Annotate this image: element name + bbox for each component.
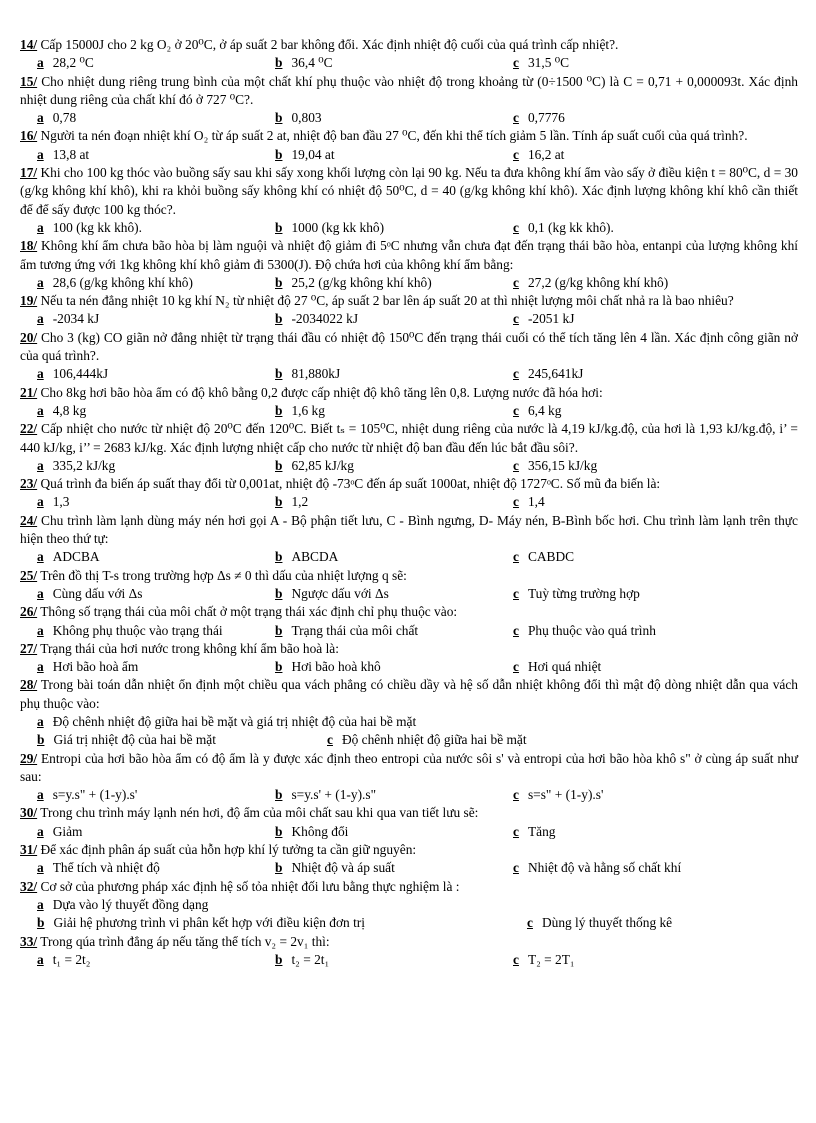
option-text: 6,4 kg — [527, 402, 562, 418]
answer-option[interactable] — [37, 54, 275, 72]
option-text: Hơi bão hoà ẩm — [52, 659, 139, 675]
option-letter: a — [37, 457, 44, 473]
answer-option[interactable] — [513, 457, 798, 475]
answer-option[interactable] — [37, 896, 527, 914]
option-text: Hơi quá nhiệt — [527, 659, 602, 675]
answer-option[interactable] — [327, 731, 798, 749]
answer-option[interactable] — [37, 146, 275, 164]
question-block — [20, 127, 798, 164]
option-letter: a — [37, 274, 44, 290]
question-stem: Trong bài toán dẫn nhiệt ổn định một chiều qua vách phẳng có chiều dầy và hệ số dẫn nhiệt không đổi thì mật độ dòng nhiệt dẫn qua vách phụ thuộc vào: — [20, 677, 798, 711]
option-letter: c — [513, 659, 519, 675]
answer-options — [37, 622, 798, 640]
option-letter: a — [37, 823, 44, 839]
answer-option[interactable] — [37, 823, 275, 841]
option-letter: a — [37, 659, 44, 675]
option-letter: c — [513, 951, 519, 967]
option-text: 335,2 kJ/kg — [52, 457, 116, 473]
option-text: Tuỳ từng trường hợp — [527, 585, 640, 601]
option-letter: c — [513, 494, 519, 510]
answer-option[interactable] — [513, 219, 798, 237]
question-block — [20, 329, 798, 384]
answer-option[interactable] — [513, 786, 798, 804]
question-block — [20, 640, 798, 677]
question-page — [20, 36, 798, 969]
option-letter: b — [275, 585, 283, 601]
question-stem: Cho 8kg hơi bão hòa ẩm có độ khô bằng 0,2 được cấp nhiệt độ khô tăng lên 0,8. Lượng nước đã hóa hơi: — [37, 384, 603, 400]
option-text: Nhiệt độ và áp suất — [291, 860, 395, 876]
answer-option[interactable] — [527, 914, 798, 932]
option-text: 81,880kJ — [291, 366, 341, 382]
option-letter: b — [275, 494, 283, 510]
option-text: 4,8 kg — [52, 402, 87, 418]
answer-option[interactable] — [275, 109, 513, 127]
answer-option[interactable] — [513, 951, 798, 969]
option-letter: a — [37, 110, 44, 126]
answer-options — [37, 457, 798, 475]
option-letter: b — [275, 860, 283, 876]
answer-option[interactable] — [37, 859, 275, 877]
option-letter: c — [513, 219, 519, 235]
answer-options — [37, 310, 798, 328]
option-text: -2051 kJ — [527, 311, 575, 327]
answer-options — [37, 951, 798, 969]
option-text: Giải hệ phương trình vi phân kết hợp với điều kiện đơn trị — [53, 915, 365, 931]
question-text — [20, 512, 798, 549]
question-block — [20, 750, 798, 805]
option-letter: b — [275, 55, 283, 71]
option-text: Hơi bão hoà khô — [291, 659, 381, 675]
question-number: 14/ — [20, 37, 38, 52]
option-letter: b — [275, 110, 283, 126]
option-letter: a — [37, 549, 44, 565]
answer-option[interactable] — [37, 109, 275, 127]
option-letter: c — [513, 311, 519, 327]
question-number: 15/ — [20, 73, 38, 89]
option-letter: b — [275, 146, 283, 162]
answer-option[interactable] — [37, 951, 275, 969]
answer-option[interactable] — [275, 493, 513, 511]
answer-option[interactable] — [513, 658, 798, 676]
answer-option[interactable] — [37, 622, 275, 640]
option-text: s=s" + (1-y).s' — [527, 787, 604, 803]
question-block — [20, 933, 798, 970]
option-letter: a — [37, 146, 44, 162]
answer-option[interactable] — [513, 402, 798, 420]
answer-options — [37, 658, 798, 676]
option-letter: b — [37, 732, 45, 748]
question-number: 16/ — [20, 128, 38, 144]
answer-options — [37, 365, 798, 383]
question-stem: Để xác định phân áp suất của hỗn hợp khí lý tưởng ta cần giữ nguyên: — [37, 842, 417, 858]
answer-option[interactable] — [513, 54, 798, 72]
option-text: 28,6 (g/kg không khí khô) — [52, 274, 193, 290]
question-text — [20, 329, 798, 366]
question-stem: Cơ sở của phương pháp xác định hệ số tỏa nhiệt đối lưu bằng thực nghiệm là : — [37, 878, 460, 894]
option-text: t₂ = 2t₁ — [291, 951, 330, 967]
option-text: s=y.s" + (1-y).s' — [52, 787, 138, 803]
answer-option[interactable] — [37, 493, 275, 511]
option-text: 1,2 — [291, 494, 309, 510]
option-text: Thể tích và nhiệt độ — [52, 860, 160, 876]
option-text: Phụ thuộc vào quá trình — [527, 622, 656, 638]
question-text — [20, 36, 798, 54]
option-text: 28,2 ⁰C — [52, 55, 94, 71]
option-text: Độ chênh nhiệt độ giữa hai bề mặt — [341, 732, 527, 748]
answer-options — [37, 219, 798, 237]
option-text: 1,6 kg — [291, 402, 325, 418]
answer-option[interactable] — [275, 622, 513, 640]
option-letter: a — [37, 860, 44, 876]
question-text — [20, 640, 798, 658]
question-block — [20, 676, 798, 749]
answer-option[interactable] — [37, 274, 275, 292]
question-block — [20, 841, 798, 878]
question-text — [20, 127, 798, 145]
question-number: 21/ — [20, 384, 38, 400]
answer-option[interactable] — [37, 548, 275, 566]
option-letter: b — [275, 311, 283, 327]
option-text: 13,8 at — [52, 146, 90, 162]
question-stem: Quá trình đa biến áp suất thay đổi từ 0,001at, nhiệt độ -73ᵒC đến áp suất 1000at, nhiệt độ 1727ᵒC. Số mũ đa biến là: — [37, 476, 661, 492]
answer-option[interactable] — [275, 548, 513, 566]
answer-option[interactable] — [513, 859, 798, 877]
option-text: 16,2 at — [527, 146, 565, 162]
option-text: 19,04 at — [291, 146, 335, 162]
option-text: 62,85 kJ/kg — [291, 457, 354, 473]
option-letter: c — [513, 860, 519, 876]
option-letter: c — [513, 402, 519, 418]
option-letter: c — [513, 366, 519, 382]
option-letter: c — [513, 622, 519, 638]
answer-option[interactable] — [37, 914, 527, 932]
answer-option[interactable] — [275, 585, 513, 603]
answer-options — [37, 896, 798, 933]
option-letter: c — [527, 915, 533, 931]
question-block — [20, 420, 798, 475]
question-number: 20/ — [20, 329, 38, 345]
answer-option[interactable] — [37, 731, 327, 749]
option-letter: b — [37, 915, 45, 931]
question-text — [20, 73, 798, 110]
option-letter: c — [513, 457, 519, 473]
question-text — [20, 567, 798, 585]
option-text: Tăng — [527, 823, 556, 839]
option-letter: b — [275, 457, 283, 473]
answer-option[interactable] — [275, 54, 513, 72]
answer-options — [37, 146, 798, 164]
answer-option[interactable] — [513, 585, 798, 603]
option-letter: b — [275, 549, 283, 565]
option-letter: b — [275, 219, 283, 235]
option-letter: b — [275, 366, 283, 382]
question-stem: Nếu ta nén đẳng nhiệt 10 kg khí N₂ từ nhiệt độ 27 ⁰C, áp suất 2 bar lên áp suất 20 at thì nhiệt lượng môi chất nhả ra là bao nhiêu? — [37, 293, 734, 309]
option-letter: b — [275, 659, 283, 675]
option-letter: b — [275, 274, 283, 290]
answer-option[interactable] — [275, 951, 513, 969]
question-number: 19/ — [20, 293, 38, 309]
option-letter: a — [37, 402, 44, 418]
question-text — [20, 676, 798, 713]
option-letter: a — [37, 585, 44, 601]
answer-options — [37, 548, 798, 566]
question-stem: Trên đồ thị T-s trong trường hợp Δs ≠ 0 thì dấu của nhiệt lượng q sẽ: — [37, 567, 407, 583]
question-number: 29/ — [20, 750, 38, 766]
option-text: Cùng dấu với Δs — [52, 585, 143, 601]
question-block — [20, 603, 798, 640]
answer-options — [37, 402, 798, 420]
answer-option[interactable] — [275, 219, 513, 237]
question-text — [20, 603, 798, 621]
option-text: 1,3 — [52, 494, 70, 510]
question-text — [20, 475, 798, 493]
question-block — [20, 384, 798, 421]
option-letter: c — [513, 274, 519, 290]
question-stem: Người ta nén đoạn nhiệt khí O₂ từ áp suất 2 at, nhiệt độ ban đầu 27 ⁰C, đến khi thể tích giảm 5 lần. Tính áp suất cuối của quá trình?. — [37, 128, 748, 144]
option-text: 31,5 ⁰C — [527, 55, 570, 71]
question-block — [20, 164, 798, 237]
answer-option[interactable] — [275, 457, 513, 475]
question-text — [20, 384, 798, 402]
option-letter: a — [37, 219, 44, 235]
option-text: Trạng thái của môi chất — [291, 622, 419, 638]
option-text: Không đổi — [291, 823, 349, 839]
option-text: 0,78 — [52, 110, 77, 126]
question-number: 18/ — [20, 238, 38, 254]
answer-option[interactable] — [37, 365, 275, 383]
answer-option[interactable] — [513, 548, 798, 566]
option-letter: c — [513, 146, 519, 162]
option-letter: a — [37, 311, 44, 327]
question-text — [20, 933, 798, 951]
option-letter: c — [327, 732, 333, 748]
question-stem: Trạng thái của hơi nước trong không khí ẩm bão hoà là: — [37, 640, 339, 656]
answer-option[interactable] — [275, 310, 513, 328]
question-number: 17/ — [20, 165, 38, 181]
answer-option[interactable] — [37, 310, 275, 328]
option-letter: a — [37, 55, 44, 71]
option-letter: c — [513, 585, 519, 601]
question-text — [20, 164, 798, 219]
question-number: 28/ — [20, 677, 38, 693]
answer-option[interactable] — [513, 146, 798, 164]
answer-options — [37, 54, 798, 72]
option-text: Nhiệt độ và hằng số chất khí — [527, 860, 682, 876]
question-stem: Trong qúa trình đẳng áp nếu tăng thể tích v₂ = 2v₁ thì: — [37, 933, 330, 949]
option-text: Độ chênh nhiệt độ giữa hai bề mặt và giá trị nhiệt độ của hai bề mặt — [52, 713, 417, 729]
answer-option[interactable] — [513, 823, 798, 841]
option-text: 25,2 (g/kg không khí khô) — [291, 274, 432, 290]
answer-options — [37, 713, 798, 750]
option-text: -2034022 kJ — [291, 311, 359, 327]
option-letter: a — [37, 951, 44, 967]
option-text: Dùng lý thuyết thống kê — [541, 915, 673, 931]
option-text: Dựa vào lý thuyết đồng dạng — [52, 896, 209, 912]
option-text: Giảm — [52, 823, 83, 839]
answer-option[interactable] — [513, 365, 798, 383]
answer-option[interactable] — [275, 365, 513, 383]
question-block — [20, 475, 798, 512]
option-text: ABCDA — [291, 549, 339, 565]
option-letter: c — [513, 549, 519, 565]
option-text: CABDC — [527, 549, 575, 565]
option-text: ADCBA — [52, 549, 100, 565]
question-text — [20, 841, 798, 859]
answer-option[interactable] — [275, 146, 513, 164]
answer-option[interactable] — [275, 274, 513, 292]
question-stem: Khi cho 100 kg thóc vào buồng sấy sau khi sấy xong khối lượng còn lại 90 kg. Nếu ta đưa không khí ẩm vào sấy ở điều kiện t = 80⁰C, d = 30 (g/kg không khí khô), khi ra khỏi buồng sấy không khí có nhiệt độ 50⁰C, d = 40 (g/kg không khí khô). Xác định lượng không khí khô cần thiết để để sấy được 100 kg thóc?. — [20, 165, 798, 217]
question-stem: Cấp nhiệt cho nước từ nhiệt độ 20⁰C đến 120⁰C. Biết tₛ = 105⁰C, nhiệt dung riêng của nước là 4,19 kJ/kg.độ, của hơi là 1,93 kJ/kg.độ, i’ = 440 kJ/kg, i’’ = 2683 kJ/kg. Xác định lượng nhiệt cấp cho nước từ nhiệt độ ban đầu đến lúc bắt đầu sôi?. — [20, 421, 798, 455]
option-text: 106,444kJ — [52, 366, 109, 382]
option-letter: b — [275, 402, 283, 418]
answer-options — [37, 274, 798, 292]
answer-option[interactable] — [513, 493, 798, 511]
option-text: 27,2 (g/kg không khí khô) — [527, 274, 669, 290]
option-text: T₂ = 2T₁ — [527, 951, 575, 967]
option-letter: c — [513, 55, 519, 71]
option-text: Ngược dấu với Δs — [291, 585, 389, 601]
question-text — [20, 237, 798, 274]
question-text — [20, 292, 798, 310]
question-stem: Cho nhiệt dung riêng trung bình của một chất khí phụ thuộc vào nhiệt độ trong khoảng từ (0÷1500 ⁰C) là C = 0,71 + 0,000093t. Xác định nhiệt dung riêng của chất khí đó ở 727 ⁰C?. — [20, 73, 798, 107]
question-stem: Cho 3 (kg) CO giãn nở đẳng nhiệt từ trạng thái đầu có nhiệt độ 150⁰C đến trạng thái cuối có thể tích tăng lên 4 lần. Xác định công giãn nở của quá trình?. — [20, 329, 798, 364]
answer-option[interactable] — [275, 402, 513, 420]
question-stem: Cấp 15000J cho 2 kg O₂ ở 20⁰C, ở áp suất 2 bar không đổi. Xác định nhiệt độ cuối của quá trình cấp nhiệt?. — [37, 37, 619, 52]
option-text: 0,7776 — [527, 110, 565, 126]
answer-option[interactable] — [513, 622, 798, 640]
option-text: 36,4 ⁰C — [291, 55, 333, 71]
option-text: Giá trị nhiệt độ của hai bề mặt — [53, 732, 216, 748]
question-number: 22/ — [20, 421, 38, 437]
option-letter: b — [275, 787, 283, 803]
question-number: 24/ — [20, 512, 38, 528]
option-text: 245,641kJ — [527, 366, 584, 382]
option-text: 356,15 kJ/kg — [527, 457, 598, 473]
question-text — [20, 750, 798, 787]
answer-options — [37, 859, 798, 877]
option-letter: c — [513, 110, 519, 126]
option-letter: a — [37, 366, 44, 382]
answer-option[interactable] — [513, 274, 798, 292]
question-block — [20, 237, 798, 292]
answer-option[interactable] — [37, 713, 527, 731]
option-text: -2034 kJ — [52, 311, 100, 327]
answer-option[interactable] — [513, 310, 798, 328]
option-letter: a — [37, 896, 44, 912]
question-number: 23/ — [20, 476, 38, 492]
question-text — [20, 804, 798, 822]
question-stem: Entropi của hơi bão hòa ẩm có độ ẩm là y được xác định theo entropi của nước sôi s' và entropi của hơi bão hòa khô s" ở cùng áp suất như sau: — [20, 750, 798, 784]
answer-options — [37, 109, 798, 127]
question-number: 26/ — [20, 604, 38, 620]
option-letter: c — [513, 823, 519, 839]
answer-option[interactable] — [37, 219, 275, 237]
option-letter: b — [275, 951, 283, 967]
option-text: 0,803 — [291, 110, 322, 126]
answer-option[interactable] — [275, 658, 513, 676]
answer-option[interactable] — [275, 786, 513, 804]
answer-options — [37, 585, 798, 603]
option-text: 100 (kg kk khô). — [52, 219, 142, 235]
answer-option[interactable] — [37, 786, 275, 804]
option-letter: a — [37, 787, 44, 803]
answer-option[interactable] — [275, 859, 513, 877]
question-block — [20, 292, 798, 329]
question-number: 31/ — [20, 842, 38, 858]
option-text: 1,4 — [527, 494, 545, 510]
question-block — [20, 512, 798, 567]
question-block — [20, 36, 798, 73]
answer-option[interactable] — [37, 402, 275, 420]
option-text: s=y.s' + (1-y).s" — [291, 787, 377, 803]
option-text: Không phụ thuộc vào trạng thái — [52, 622, 223, 638]
answer-options — [37, 823, 798, 841]
question-stem: Chu trình làm lạnh dùng máy nén hơi gọi A - Bộ phận tiết lưu, C - Bình ngưng, D- Máy nén, B-Bình bốc hơi. Chu trình làm lạnh trên thực hiện theo thứ tự: — [20, 512, 798, 547]
option-letter: c — [513, 787, 519, 803]
question-number: 25/ — [20, 567, 38, 583]
option-text: t₁ = 2t₂ — [52, 951, 91, 967]
question-stem: Thông số trạng thái của môi chất ở một trạng thái xác định chỉ phụ thuộc vào: — [37, 604, 458, 620]
option-letter: b — [275, 823, 283, 839]
answer-option[interactable] — [513, 109, 798, 127]
option-letter: a — [37, 622, 44, 638]
question-stem: Trong chu trình máy lạnh nén hơi, độ ẩm của môi chất sau khi qua van tiết lưu sẽ: — [37, 805, 479, 821]
option-letter: a — [37, 494, 44, 510]
question-number: 32/ — [20, 878, 38, 894]
question-block — [20, 567, 798, 604]
question-block — [20, 804, 798, 841]
answer-option[interactable] — [37, 658, 275, 676]
question-number: 27/ — [20, 640, 38, 656]
option-text: 1000 (kg kk khô) — [291, 219, 385, 235]
question-block — [20, 878, 798, 933]
answer-options — [37, 786, 798, 804]
question-number: 30/ — [20, 805, 38, 821]
answer-option[interactable] — [37, 457, 275, 475]
question-text — [20, 420, 798, 457]
answer-options — [37, 493, 798, 511]
question-number: 33/ — [20, 933, 38, 949]
question-stem: Không khí ẩm chưa bão hòa bị làm nguội và nhiệt độ giảm đi 5ᵒC nhưng vẫn chưa đạt đến trạng thái bão hòa, entanpi của lượng không khí ẩm tương ứng với 1kg không khí khô giảm đi 5300(J). Độ chứa hơi của không khí ẩm bằng: — [20, 238, 798, 272]
answer-option[interactable] — [275, 823, 513, 841]
option-text: 0,1 (kg kk khô). — [527, 219, 614, 235]
answer-option[interactable] — [37, 585, 275, 603]
question-text — [20, 878, 798, 896]
option-letter: b — [275, 622, 283, 638]
question-block — [20, 73, 798, 128]
option-letter: a — [37, 713, 44, 729]
